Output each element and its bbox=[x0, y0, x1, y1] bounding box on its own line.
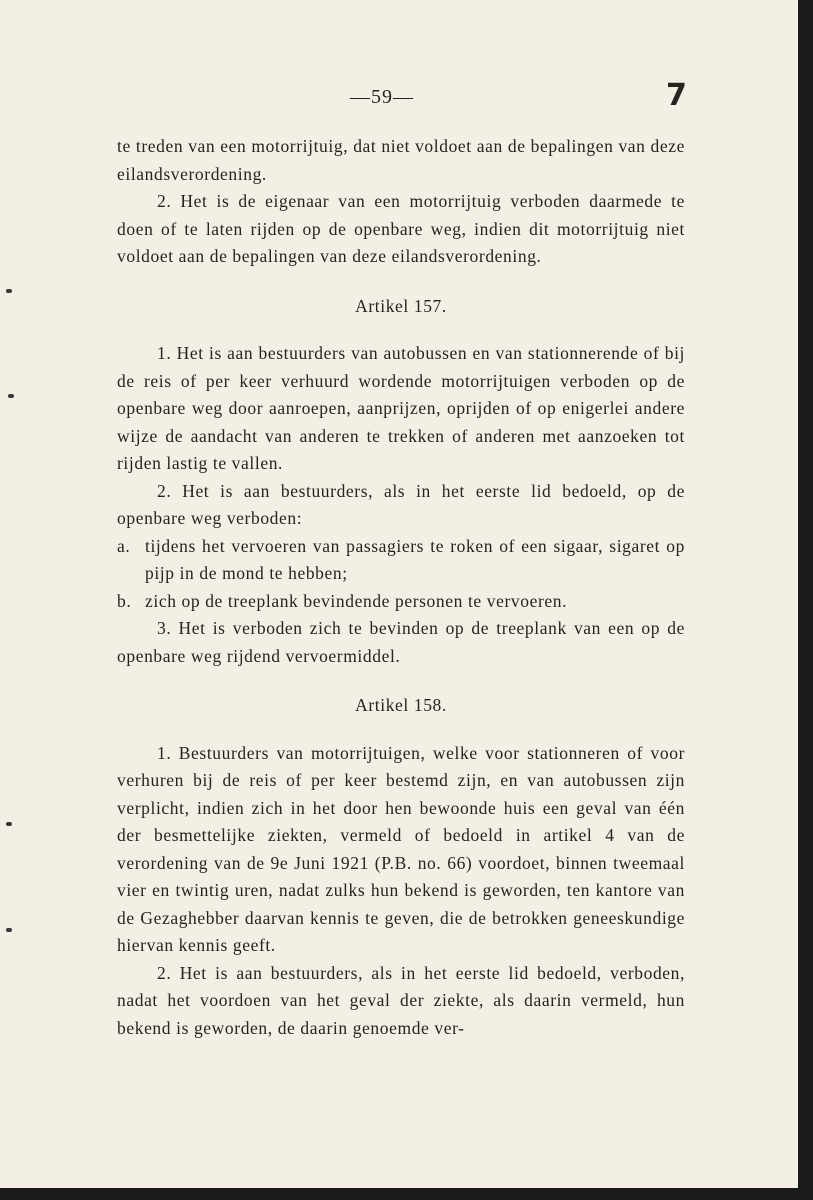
item-letter: b. bbox=[117, 590, 132, 611]
page-number: —59— bbox=[350, 86, 414, 108]
article-157-paragraph-1: 1. Het is aan bestuurders van autobussen en van stationnerende of bij de reis of per keer verhuurd wordende motorrijtuigen verboden op de openbare weg door aanroepen, aanprijzen, oprijden of op enigerlei andere wijze de aandacht van anderen te trekken of anderen met aanzoeken tot rijden lastig te vallen. bbox=[117, 343, 685, 473]
item-letter: a. bbox=[117, 535, 131, 556]
article-158-paragraph-1: 1. Bestuurders van motorrijtuigen, welke voor stationneren of voor verhuren bij de reis of per keer bestemd zijn, en van autobussen zijn verplicht, indien zich in het door hen bewoonde huis een geval van één der besmettelijke ziekten, vermeld of bedoeld in artikel 4 van de verordening van de 9e Juni 1921 (P.B. no. 66) voordoet, binnen tweemaal vier en twintig uren, nadat zulks hun bekend is geworden, ten kantore van de Gezaghebber daarvan kennis te geven, die de betrokken geneeskundige hiervan kennis geeft. bbox=[117, 742, 685, 955]
margin-speck bbox=[6, 822, 12, 826]
paragraph-continuation: te treden van een motorrijtuig, dat niet voldoet aan de bepalingen van deze eilandsverordening. bbox=[117, 136, 685, 184]
article-157-paragraph-3: 3. Het is verboden zich te bevinden op de treeplank van een op de openbare weg rijdend vervoermiddel. bbox=[117, 618, 685, 666]
margin-speck bbox=[6, 928, 12, 932]
margin-speck bbox=[6, 289, 12, 293]
article-157-item-a bbox=[117, 533, 685, 588]
article-158-paragraph-2: 2. Het is aan bestuurders, als in het eerste lid bedoeld, verboden, nadat het voordoen van het geval der ziekte, als daarin vermeld, hun bekend is geworden, de daarin genoemde ver- bbox=[117, 962, 685, 1038]
item-text: zich op de treeplank bevindende personen te vervoeren. bbox=[145, 590, 568, 611]
scan-border-bottom bbox=[0, 1188, 813, 1200]
article-157-heading: Artikel 157. bbox=[355, 295, 447, 316]
scan-border-right bbox=[798, 0, 813, 1200]
item-text: tijdens het vervoeren van passagiers te roken of een sigaar, sigaret op pijp in de mond te hebben; bbox=[145, 535, 685, 583]
paragraph-2: 2. Het is de eigenaar van een motorrijtuig verboden daarmede te doen of te laten rijden op de openbare weg, indien dit motorrijtuig niet voldoet aan de bepalingen van deze eilandsverordening. bbox=[117, 191, 685, 266]
sheet-number: 7 bbox=[666, 78, 687, 113]
article-157-item-b bbox=[117, 588, 685, 616]
body-text bbox=[117, 133, 685, 1042]
article-157-paragraph-2: 2. Het is aan bestuurders, als in het eerste lid bedoeld, op de openbare weg verboden: bbox=[117, 480, 685, 528]
margin-speck bbox=[8, 394, 14, 398]
article-158-heading: Artikel 158. bbox=[355, 695, 447, 715]
